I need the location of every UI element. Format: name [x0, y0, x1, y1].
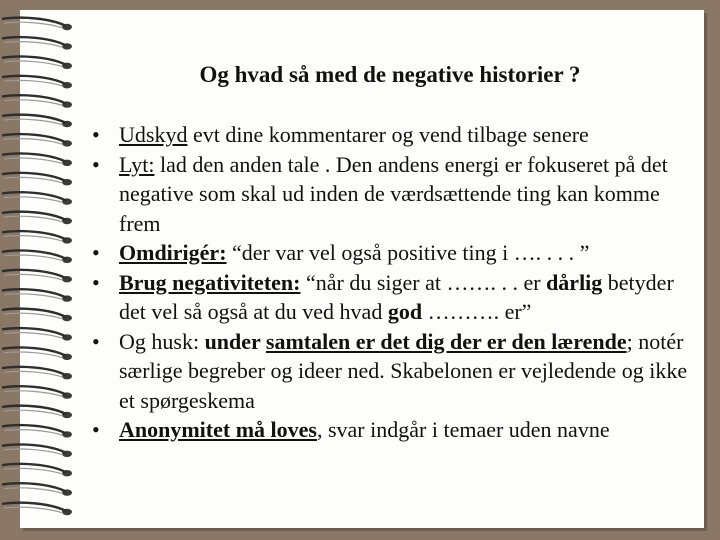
slide-title: Og hvad så med de negative historier ?	[199, 62, 581, 87]
binding-ring-icon	[2, 309, 72, 322]
bullet-text: lad den anden tale . Den andens energi er fokuseret på det negative som skal ud inden de værdsættende ting kan komme frem	[119, 151, 668, 236]
bullet-item	[92, 327, 704, 416]
bullet-dot-icon: •	[92, 151, 100, 177]
bullet-text: “der var vel også positive ting i …. . . . ”	[226, 240, 590, 265]
bullet-dot-icon: •	[92, 122, 100, 147]
binding-ring-icon	[2, 406, 72, 419]
bullet-text: god	[387, 299, 423, 324]
bullet-text: dårlig	[546, 269, 603, 295]
bullet-text: Og husk:	[119, 328, 205, 354]
binding-ring-icon	[2, 18, 72, 31]
bullet-text: ………. er”	[422, 299, 532, 324]
binding-ring-icon	[2, 483, 72, 496]
bullet-text: “når du siger at ……. . . er	[300, 269, 547, 295]
bullet-item	[92, 268, 704, 327]
binding-ring-icon	[2, 212, 72, 225]
bullet-text: betyder det vel så også at du ved hvad	[119, 269, 674, 324]
bullet-dot-icon: •	[92, 417, 100, 442]
bullet-item	[92, 415, 704, 445]
binding-ring-icon	[2, 347, 72, 360]
bullet-text: Brug negativiteten:	[119, 269, 301, 295]
bullet-list	[92, 120, 704, 445]
bullet-text: Anonymitet må loves	[119, 417, 317, 442]
bullet-text: Udskyd	[119, 122, 188, 147]
bullet-dot-icon: •	[92, 328, 100, 354]
binding-ring-icon	[2, 153, 72, 166]
binding-ring-icon	[2, 76, 72, 89]
binding-ring-icon	[2, 56, 72, 69]
bullet-text: under	[204, 328, 266, 354]
bullet-text: samtalen er det dig der er den lærende	[265, 328, 627, 354]
bullet-item	[92, 120, 704, 150]
binding-ring-icon	[2, 444, 72, 457]
binding-ring-icon	[2, 250, 72, 263]
bullet-text: Lyt:	[119, 151, 155, 177]
binding-ring-icon	[2, 289, 72, 302]
bullet-text: Omdirigér:	[119, 240, 227, 265]
binding-ring-icon	[2, 503, 72, 516]
bullet-item	[92, 238, 704, 268]
spiral-binding	[0, 14, 90, 524]
binding-ring-icon	[2, 173, 72, 186]
bullet-item	[92, 150, 704, 239]
bullet-text: evt dine kommentarer og vend tilbage senere	[187, 122, 589, 147]
binding-ring-icon	[2, 425, 72, 438]
binding-ring-icon	[2, 134, 72, 147]
bullet-text: , svar indgår i temaer uden navne	[316, 417, 610, 442]
binding-ring-icon	[2, 231, 72, 244]
binding-ring-icon	[2, 192, 72, 205]
binding-ring-icon	[2, 115, 72, 128]
binding-ring-icon	[2, 367, 72, 380]
bullet-dot-icon: •	[92, 240, 100, 265]
binding-ring-icon	[2, 328, 72, 341]
binding-ring-icon	[2, 37, 72, 50]
binding-ring-icon	[2, 95, 72, 108]
binding-ring-icon	[2, 386, 72, 399]
binding-ring-icon	[2, 270, 72, 283]
bullet-dot-icon: •	[92, 269, 100, 295]
bullet-text: ; notér særlige begreber og ideer ned. Skabelonen er vejledende og ikke et spørgeskema	[119, 328, 688, 413]
binding-ring-icon	[2, 464, 72, 477]
